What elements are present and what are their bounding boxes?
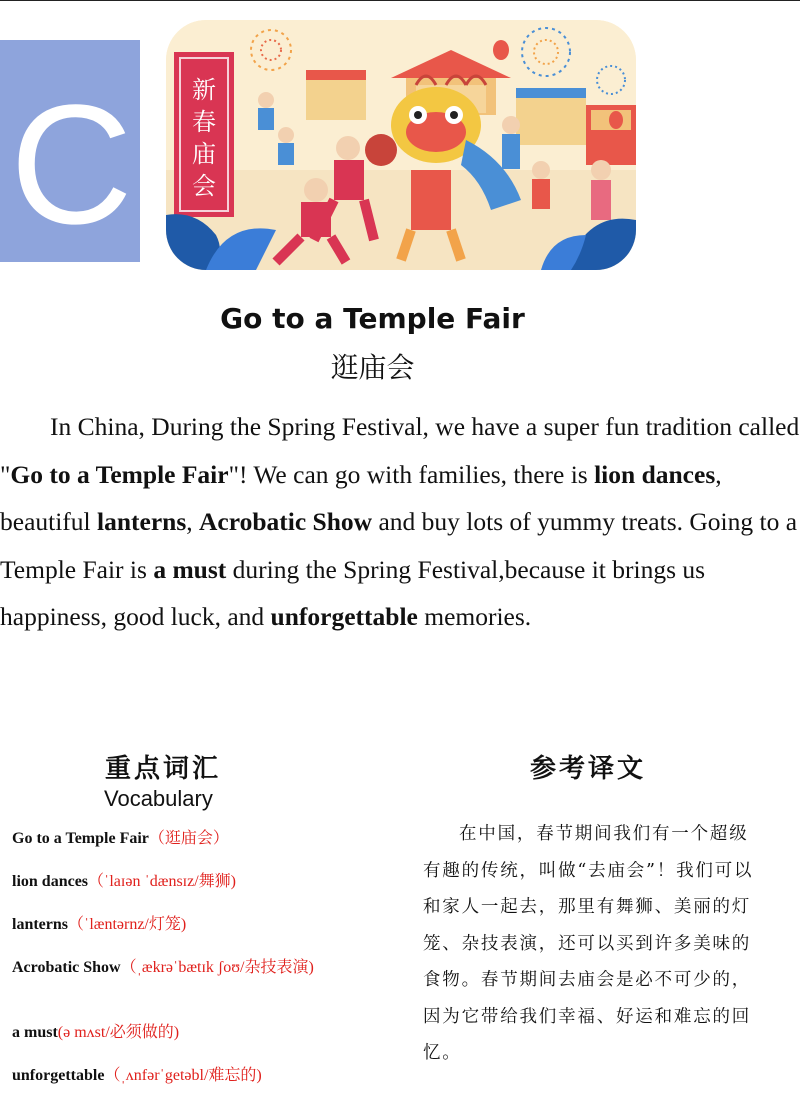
vocab-item xyxy=(12,871,377,914)
vocab-term: unforgettable xyxy=(12,1067,105,1084)
top-rule xyxy=(0,0,800,1)
vocab-item xyxy=(12,914,377,957)
vocab-term: lion dances xyxy=(12,873,89,890)
svg-text:庙: 庙 xyxy=(192,140,216,168)
vocabulary-subheading: Vocabulary xyxy=(104,786,213,811)
vocab-item xyxy=(12,1022,377,1065)
key-phrase: lion dances xyxy=(594,459,716,489)
key-phrase: a must xyxy=(153,554,227,584)
vocab-definition: （ˌʌnfərˈgetəbl/难忘的) xyxy=(104,1067,262,1084)
vocab-definition: （逛庙会） xyxy=(148,830,229,847)
text-run: , beautiful xyxy=(0,459,722,536)
vocab-term: lanterns xyxy=(12,916,68,933)
svg-text:春: 春 xyxy=(192,108,216,136)
translation-text xyxy=(423,816,763,1072)
key-phrase: Go to a Temple Fair xyxy=(10,459,229,489)
key-phrase: unforgettable xyxy=(270,602,418,631)
vocab-term: Go to a Temple Fair xyxy=(12,830,149,847)
text-run: during the Spring Festival,because it brings us happiness, good luck, and xyxy=(0,554,706,631)
vocab-term: Acrobatic Show xyxy=(12,959,121,976)
translation-body: 在中国，春节期间我们有一个超级有趣的传统，叫做“去庙会”！我们可以和家人一起去，那里有舞狮、美丽的灯笼、杂技表演，还可以买到许多美味的食物。春节期间去庙会是必不可少的，因为它带给我们幸福、好运和难忘的回忆。 xyxy=(423,824,754,1063)
text-run: In China, During the Spring Festival, we have a super fun tradition called " xyxy=(0,412,800,489)
vocab-definition: （ˌækrəˈbætɪk ʃoʊ/杂技表演) xyxy=(120,959,314,976)
vocab-definition: (ə mʌst/必须做的) xyxy=(57,1024,180,1041)
key-phrase: lanterns xyxy=(97,507,187,536)
section-letter: C xyxy=(10,70,133,260)
vocab-item xyxy=(12,957,377,1022)
section-letter-block xyxy=(0,40,140,262)
svg-text:会: 会 xyxy=(192,172,216,200)
article-subtitle: 逛庙会 xyxy=(330,351,415,384)
svg-text:新: 新 xyxy=(192,76,216,104)
translation-heading: 参考译文 xyxy=(530,754,647,784)
vocab-item xyxy=(12,1065,377,1108)
article-paragraph xyxy=(0,403,800,641)
vocab-definition: （ˈlæntərnz/灯笼) xyxy=(68,916,187,933)
temple-fair-illustration xyxy=(166,20,636,270)
temple-fair-sign xyxy=(174,52,234,217)
vocab-item xyxy=(12,828,377,871)
vocabulary-list xyxy=(12,828,377,1108)
vocabulary-heading: 重点词汇 xyxy=(105,754,222,784)
text-run: "! We can go with families, there is xyxy=(228,459,595,489)
key-phrase: Acrobatic Show xyxy=(199,507,373,536)
vocab-definition: （ˈlaɪən ˈdænsɪz/舞狮) xyxy=(88,873,236,890)
text-run: memories. xyxy=(417,602,532,631)
text-run: , xyxy=(186,507,200,536)
vocab-term: a must xyxy=(12,1024,58,1041)
article-title: Go to a Temple Fair xyxy=(220,302,525,335)
text-run: and buy lots of yummy treats. Going to a Temple Fair is xyxy=(0,507,798,584)
